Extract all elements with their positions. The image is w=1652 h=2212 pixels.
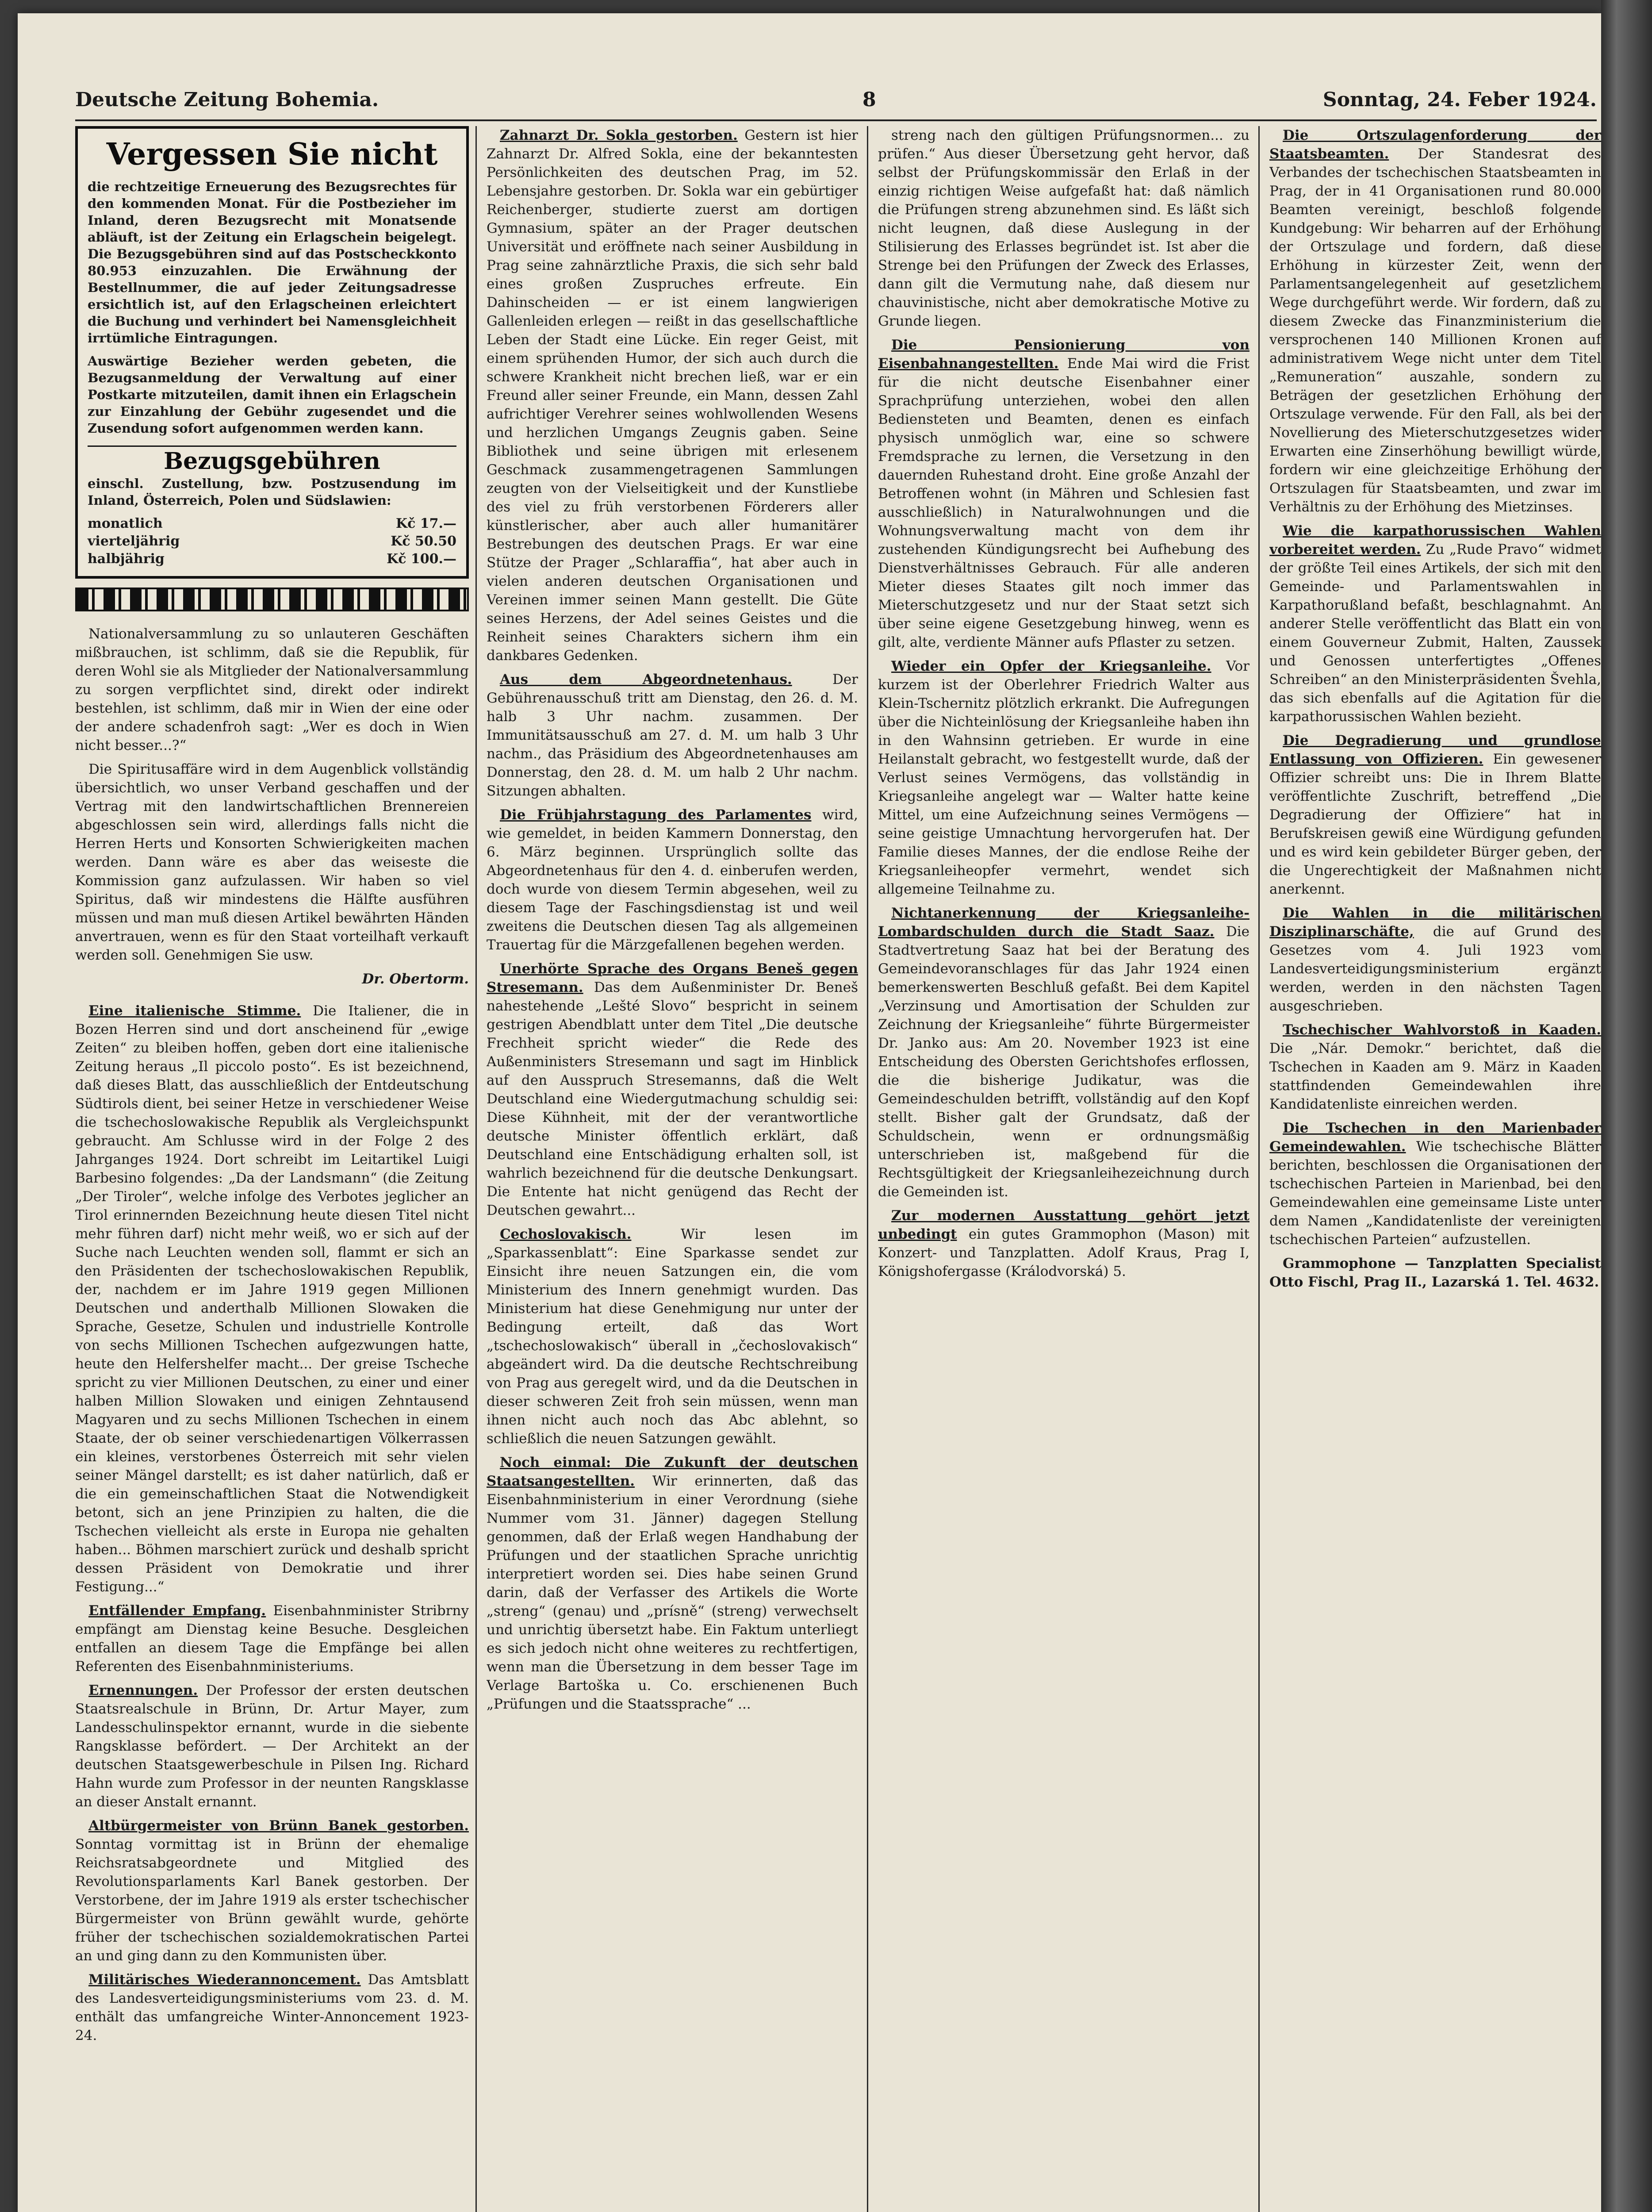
article-headline: Die Degradierung und grundlose Entlassung von Offizieren. xyxy=(1269,733,1601,767)
ad-headline: Zur modernen Ausstattung gehört jetzt unbedingt xyxy=(878,1208,1250,1242)
article-body: Vor kurzem ist der Oberlehrer Friedrich Walter aus Klein-Tschernitz plötzlich erkrankt. Die Aufregungen über die Nichteinlösung der Kriegsanleihe haben ihn in den Wahnsinn getrieben. Er wurde in eine Heilanstalt gebracht, wo festgestellt wurde, daß der Verlust seines Vermögens, das vollständig in Kriegsanleihe angelegt war — Walter hatte keine Mittel, um eine Aufzeichnung seines Vermögens — seine geistige Umnachtung hervorgerufen hat. Der Familie dieses Mannes, der die endlose Reihe der Kriegsanleiheopfer vermehrt, wendet sich allgemeine Teilnahme zu. xyxy=(878,658,1250,897)
article-body: wird, wie gemeldet, in beiden Kammern Donnerstag, den 6. März beginnen. Ursprünglich sollte das Abgeordnetenhaus für den 4. d. einberufen werden, doch wurde von diesem Termin abgesehen, weil zu diesem Tage der Faschingsdienstag ist und weil zweitens die Deutschen diesen Tag als allgemeinen Trauertag für die Märzgefallenen begehen werden. xyxy=(487,807,858,953)
article-headline: Die Pensionierung von Eisenbahnangestellten. xyxy=(878,337,1250,372)
article-headline: Militärisches Wiederannoncement. xyxy=(88,1972,361,1988)
fee-period: vierteljährig xyxy=(88,534,180,549)
article-headline: Wie die karpathorussischen Wahlen vorbereitet werden. xyxy=(1269,523,1601,557)
article-body: Der Standesrat des Verbandes der tschechischen Staatsbeamten in Prag, der in 41 Organisationen rund 80.000 Beamten vereinigt, beschloß folgende Kundgebung: Wir beharren auf der Erhöhung der Ortszulage und fordern, daß diese Erhöhung in kürzester Zeit, wenn der Parlamentsangelegenheit auf gesetzlichem Wege durchgeführt werde. Wir fordern, daß zu diesem Zwecke das Finanzministerium die versprochenen 140 Millionen Kronen auf administrativem Wege nicht unter dem Titel „Remuneration“ auszahle, sondern zu Beträgen der gesetzlichen Erhöhung der Ortszulage verwende. Für den Fall, als bei der Novellierung des Mieterschutzgesetzes wider Erwarten eine Zinserhöhung bewilligt würde, fordern wir eine gleichzeitige Erhöhung der Ortszulagen für Staatsbeamten, und zwar im Verhältnis zu der Erhöhung des Mietzinses. xyxy=(1269,146,1601,515)
article-body: Der Gebührenausschuß tritt am Dienstag, den 26. d. M. halb 3 Uhr nachm. zusammen. Der Immunitätsausschuß am 27. d. M. um halb 3 Uhr nachm., das Präsidium des Abgeordnetenhauses am Donnerstag, den 28. d. M. um halb 2 Uhr nachm. Sitzungen abhalten. xyxy=(487,672,858,799)
article-headline: Nichtanerkennung der Kriegsanleihe-Lombardschulden durch die Stadt Saaz. xyxy=(878,905,1250,940)
fee-period: halbjährig xyxy=(88,551,165,567)
article-war-loan-victim xyxy=(878,657,1250,899)
column-divider xyxy=(867,126,868,2212)
article-carpathian-elections xyxy=(1269,522,1601,726)
article-body: Die „Nár. Demokr.“ berichtet, daß die Tschechen in Kaaden am 9. März in Kaaden stattfindenden Gemeindewahlen ihre Kandidatenliste einreichen werden. xyxy=(1269,1041,1601,1112)
column-divider xyxy=(1258,126,1260,2212)
article-pensions xyxy=(878,336,1250,652)
article-body: Das dem Außenminister Dr. Beneš nahestehende „Lešté Slovo“ bespricht in seinem gestrigen Abendblatt unter dem Titel „Die deutsche Frechheit spricht wieder“ die Rede des Außenministers Stresemann und sagt im Hinblick auf den Ausspruch Stresemanns, daß die Welt Deutschland eine Wiedergutmachung schuldig sei: Diese Kühnheit, mit der der verantwortliche deutsche Minister öffentlich erklärt, daß Deutschland eine Entschädigung erhalten soll, ist wahrlich bezeichnend für die deutsche Denkungsart. Die Entente hat nicht genügend das Recht der Deutschen gewahrt... xyxy=(487,979,858,1218)
article-body: Wir lesen im „Sparkassenblatt“: Eine Sparkasse sendet zur Einsicht ihre neuen Satzungen ein, die vom Ministerium des Innern genehmigt wurden. Das Ministerium hat diese Genehmigung nur unter der Bedingung erteilt, daß das Wort „tschechoslowakisch“ überall in „čechoslovakisch“ abgeändert wird. Da die deutsche Rechtschreibung von Prag aus geregelt wird, und da die Deutschen in dieser schweren Zeit froh sein müssen, wenn man ihnen nicht auch noch das Abc ablehnt, so schließlich die neuen Satzungen gewählt. xyxy=(487,1226,858,1447)
article-body: Gestern ist hier Zahnarzt Dr. Alfred Sokla, eine der bekanntesten Persönlichkeiten des deutschen Prag, im 52. Lebensjahre gestorben. Dr. Sokla war ein gebürtiger Reichenberger, studierte zuerst am dortigen Gymnasium, später an der Prager deutschen Universität und eröffnete nach seiner Ausbildung in Prag seine zahnärztliche Praxis, die sich sehr bald eines großen Zuspruches erfreute. Ein Dahinscheiden — er ist einem langwierigen Gallenleiden erlegen — reißt in das gesellschaftliche Leben der Stadt eine Lücke. Ein reger Geist, mit einem sprühenden Humor, der sich auch durch die schwere Krankheit nicht brechen ließ, war er ein Freund aller seiner Freunde, ein Mann, dessen Zahl aufrichtiger Verehrer seines wohlwollenden Wesens und herzlichen Umgangs Zeugnis gaben. Seine Bibliothek und seine übrigen mit erlesenem Geschmack zusammengetragenen Sammlungen zeugten von der Vielseitigkeit und der Kunstliebe des viel zu früh verstorbenen Förderers aller künstlerischer, aber auch aller humanitärer Bestrebungen des deutschen Prags. Er war eine Stütze der Prager „Schlaraffia“, hat aber auch in vielen anderen deutschen Organisationen und Vereinen immer seinen Mann gestellt. Die Güte seines Herzens, der Adel seines Geistes und die Reinheit seines Charakters sichern ihm ein dankbares Gedenken. xyxy=(487,127,858,664)
fee-price: Kč 50.50 xyxy=(391,534,456,549)
article-continuation: streng nach den gültigen Prüfungsnormen... zu prüfen.“ Aus dieser Übersetzung geht hervor, daß selbst der Prüfungskommissär den Erlaß in der einzig richtigen Weise aufgefaßt hat: daß nämlich die Prüfungen streng abzunehmen sind. Es läßt sich nicht leugnen, daß diese Auslegung in der Stilisierung des Erlasses begründet ist. Ist aber die Strenge bei den Prüfungen der Zweck des Erlasses, dann gilt die Vermutung nahe, daß diesem nur chauvinistische, nicht aber demokratische Motive zu Grunde liegen. xyxy=(878,127,1250,329)
fee-row-monthly xyxy=(88,515,456,533)
article-headline: Cechoslovakisch. xyxy=(500,1226,632,1242)
advertisement-grammophon xyxy=(878,1206,1250,1281)
article-body: Wie tschechische Blätter berichten, beschlossen die Organisationen der tschechischen Parteien in Marienbad, bei den Gemeindewahlen eine gemeinsame Liste unter dem Namen „Kandidatenliste der vereinigten tschechischen Parteien“ aufzustellen. xyxy=(1269,1139,1601,1248)
column-3 xyxy=(878,126,1250,2212)
article-headline: Tschechischer Wahlvorstoß in Kaaden. xyxy=(1283,1022,1601,1038)
article-saaz xyxy=(878,904,1250,1201)
subscription-text: die rechtzeitige Erneuerung des Bezugsrechtes für den kommenden Monat. Für die Postbezieher im Inland, deren Bezugsrecht mit Monatsende abläuft, ist der Zeitung ein Erlagschein beigelegt. Die Bezugsgebühren sind auf das Postscheckkonto 80.953 einzuzahlen. Die Erwähnung der Bestellnummer, die auf jeder Zeitungsadresse ersichtlich ist, auf den Erlagscheinen erleichtert die Buchung und verhindert bei Namensgleichheit irrtümliche Eintragungen. xyxy=(88,179,456,346)
article-body: Der Professor der ersten deutschen Staatsrealschule in Brünn, Dr. Artur Mayer, zum Landesschulinspektor ernannt, wurde in die siebente Rangsklasse befördert. — Der Architekt an der deutschen Staatsgewerbeschule in Pilsen Ing. Richard Hahn wurde zum Professor in der neunten Rangsklasse an dieser Anstalt ernannt. xyxy=(75,1682,469,1810)
column-4 xyxy=(1269,126,1601,2212)
column-2 xyxy=(487,126,858,2212)
article-body: Ende Mai wird die Frist für die nicht deutsche Eisenbahner einer Sprachprüfung unterziehen, wobei den allen Bediensteten und Beamten, denen es einfach physisch unmöglich war, eine so schwere Fremdsprache zu lernen, die Versetzung in den dauernden Ruhestand droht. Eine große Anzahl der Betroffenen wohnt (in Mähren und Schlesien fast ausschließlich) in Naturalwohnungen und die Wohnungsverwaltung macht von dem ihr zustehenden Kündigungsrecht bei Aufhebung des Dienstverhältnisses Gebrauch. Für alle anderen Mieter dieses Staates gilt noch immer das Mieterschutzgesetz und nur der Staat setzt sich über seine eigene Gesetzgebung hinweg, wenn es gilt, alte, verdiente Männer aufs Pflaster zu setzen. xyxy=(878,356,1250,650)
article-headline: Aus dem Abgeordnetenhaus. xyxy=(500,672,792,687)
article-body: Ein gewesener Offizier schreibt uns: Die in Ihrem Blatte veröffentlichte Zuschrift, betreffend „Die Degradierung der Offiziere“ hat in Berufskreisen gewiß eine Würdigung gefunden und es wird kein gebildeter Bürger geben, der die Ungerechtigkeit der Maßnahmen nicht anerkennt. xyxy=(1269,751,1601,897)
page-edge-shadow xyxy=(1601,0,1652,2212)
article-body: die auf Grund des Gesetzes vom 4. Juli 1923 vom Landesverteidigungsministerium ergänzt werden, werden in den nächsten Tagen ausgeschrieben. xyxy=(1269,924,1601,1014)
newspaper-page xyxy=(18,13,1601,2212)
article-headline: Die Tschechen in den Marienbader Gemeindewahlen. xyxy=(1269,1120,1601,1155)
article-paragraph: Die Spiritusaffäre wird in dem Augenblick vollständig übersichtlich, wo unser Verband geschaffen und der Vertrag mit den landwirtschaftlichen Brennereien abgeschlossen sein wird, allerdings falls nicht die Herren Herts und Konsorten Schwierigkeiten machen werden. Dann wäre es aber das weiseste die Kommission ganz aufzulassen. Wir haben so viel Spiritus, daß wir mindestens die Hälfte ausführen müssen und man muß diesen Artikel bewährten Händen anvertrauen, wenn es für den Staat vorteilhaft verkauft werden soll. Genehmigen Sie usw. xyxy=(75,761,469,963)
article-paragraph: Nationalversammlung zu so unlauteren Geschäften mißbrauchen, ist schlimm, daß sie die Republik, für deren Wohl sie als Mitglieder der Nationalversammlung zu sorgen verpflichtet sind, direkt oder indirekt bestehlen, ist schlimm, daß mir in Wien der eine oder der andere schadenfroh sagt: „Wer es doch in Wien nicht besser...?“ xyxy=(75,626,469,753)
article-body: Die Italiener, die in Bozen Herren sind und dort anscheinend für „ewige Zeiten“ zu bleiben hoffen, geben dort eine italienische Zeitung heraus „Il piccolo posto“. Es ist bezeichnend, daß dieses Blatt, das ausschließlich der Entdeutschung Südtirols dient, bei seiner Hetze in verschiedener Weise die tschechoslowakische Republik als Vergleichspunkt gebraucht. Am Schlusse wird in der Folge 2 des Jahrganges 1924. Dort schreibt im Leitartikel Luigi Barbesino folgendes: „Da der Landsmann“ (die Zeitung „Der Tiroler“, welche infolge des Verbotes jeglicher an Tirol erinnernden Bezeichnung heute diesen Titel nicht mehr führen darf) nicht mehr weiß, wo er sich auf der Suche nach Leuchten wenden soll, flammt er sich an den Präsidenten der tschechoslowakischen Republik, der, nachdem er im Jahre 1919 gegen Millionen Deutschen und anderthalb Millionen Slowaken die Sprache, Gesetze, Schulen und industrielle Kontrolle von sechs Millionen Tschechen aufgezwungen hatte, heute den Helfershelfer macht... Der greise Tscheche spricht zu vier Millionen Deutschen, zu einer und einer halben Million Slowaken und einigen Zehntausend Magyaren und zu sechs Millionen Tschechen in einem Staate, der ob seiner verschiedenartigen Völkerrassen ein kleines, verstorbenes Österreich mit sehr vielen seiner Mängel darstellt; es ist daher natürlich, daß er die ein gemeinschaftlichen Staat die Notwendigkeit betont, sich an jene Prinzipien zu halten, die die Tschechen vielleicht als erste in Europa nie gehalten haben... Böhmen marschiert zurück und deshalb spricht dessen Präsident von Demokratie und ihrer Festigung...“ xyxy=(75,1003,469,1595)
article-body: Die Stadtvertretung Saaz hat bei der Beratung des Gemeindevoranschlages für das Jahr 1924 einen bemerkenswerten Beschluß gefaßt. Bei dem Kapitel „Verzinsung und Amortisation der Schulden zur Zeichnung der Kriegsanleihe“ führte Bürgermeister Dr. Janko aus: Am 20. November 1923 ist eine Entscheidung des Obersten Gerichtshofes erflossen, die die bisherige Judikatur, was die Gemeindeschulden betrifft, vollständig auf den Kopf stellt. Bisher galt der Grundsatz, daß der Schuldschein, wenn er ordnungsmäßig unterschrieben ist, maßgebend für die Rechtsgültigkeit der Kriegsanleihezeichnung durch die Gemeinden ist. xyxy=(878,924,1250,1200)
article-marienbad xyxy=(1269,1119,1601,1249)
article-body: Das Amtsblatt des Landesverteidigungsministeriums vom 23. d. M. enthält das umfangreiche Winter-Annoncement 1923-24. xyxy=(75,1972,469,2043)
advertisement-fischl: Grammophone — Tanzplatten Specialist Otto Fischl, Prag II., Lazarská 1. Tel. 4632. xyxy=(1269,1256,1601,1290)
article-cechoslovakisch xyxy=(487,1225,858,1448)
fees-subtitle: einschl. Zustellung, bzw. Postzusendung im Inland, Österreich, Polen und Südslawien: xyxy=(88,476,456,508)
article-headline: Noch einmal: Die Zukunft der deutschen Staatsangestellten. xyxy=(487,1455,858,1489)
fee-row-quarterly xyxy=(88,533,456,550)
article-headline: Zahnarzt Dr. Sokla gestorben. xyxy=(500,127,738,143)
fee-period: monatlich xyxy=(88,516,163,531)
article-headline: Ernennungen. xyxy=(88,1682,198,1698)
column-1 xyxy=(75,126,469,2212)
article-headline: Die Frühjahrstagung des Parlamentes xyxy=(500,807,812,823)
article-appointments xyxy=(75,1681,469,1811)
ad-body: ein gutes Grammophon (Mason) mit Konzert- und Tanzplatten. Adolf Kraus, Prag I, Königshofergasse (Králodvorská) 5. xyxy=(878,1226,1250,1279)
article-headline: Eine italienische Stimme. xyxy=(88,1003,301,1019)
ornamental-border xyxy=(75,588,469,611)
column-divider xyxy=(475,126,477,2212)
issue-date: Sonntag, 24. Feber 1924. xyxy=(1322,88,1597,111)
subscription-note: Auswärtige Bezieher werden gebeten, die Bezugsanmeldung der Verwaltung auf einer Postkarte mitzuteilen, damit ihnen ein Erlagschein zur Einzahlung der Gebühr zugesendet und die Zusendung sofort aufgenommen werden kann. xyxy=(88,353,456,436)
article-headline: Entfällender Empfang. xyxy=(88,1603,266,1619)
article-headline: Unerhörte Sprache des Organs Beneš gegen Stresemann. xyxy=(487,961,858,995)
article-body: Wir erinnerten, daß das Eisenbahnministerium in einer Verordnung (siehe Nummer vom 31. Jänner) dagegen Stellung genommen, daß der Erlaß wegen Handhabung der Prüfungen und der staatlichen Sprache unrichtig interpretiert worden sei. Dies habe seinen Grund darin, daß der Verfasser des Artikels die Worte „streng“ (genau) und „prísně“ (streng) verwechselt und unrichtig übersetzt habe. Ein Faktum unterliegt es sich jedoch nicht ohne weiteres zu rechtfertigen, wenn man die Übersetzung in dem besser Tage im Verlage Bartoška u. Co. erschienenen Buch „Prüfungen und die Staatssprache“ ... xyxy=(487,1473,858,1712)
article-kaaden xyxy=(1269,1021,1601,1114)
fee-price: Kč 100.— xyxy=(387,551,456,567)
article-benes-organ xyxy=(487,960,858,1220)
subscription-title: Vergessen Sie nicht xyxy=(106,137,438,172)
article-sokla xyxy=(487,126,858,665)
page-number: 8 xyxy=(862,88,876,111)
fee-row-halfyear xyxy=(88,550,456,568)
article-ortszulagen xyxy=(1269,126,1601,516)
article-headline: Die Wahlen in die militärischen Disziplinarschäfte, xyxy=(1269,905,1601,940)
article-military xyxy=(75,1970,469,2045)
article-body: Zu „Rude Pravo“ widmet der größte Teil eines Artikels, der sich mit den Gemeinde- und Parlamentswahlen in Karpathorußland befaßt, beschlagnahmt. An anderer Stelle veröffentlicht das Blatt ein von einem Gouverneur Zubmit, Halten, Zaussek und Genossen unterfertigtes „Offenes Schreiben“ an den Ministerpräsidenten Švehla, das sich ebenfalls auf die Agitation für die karpathorussischen Wahlen bezieht. xyxy=(1269,541,1601,725)
page-header xyxy=(75,84,1597,121)
article-military-elections xyxy=(1269,904,1601,1015)
article-spring-session xyxy=(487,806,858,954)
article-signature: Dr. Obertorm. xyxy=(362,971,469,987)
article-italian-voice xyxy=(75,1002,469,1596)
article-headline: Wieder ein Opfer der Kriegsanleihe. xyxy=(891,658,1211,674)
article-parliament-house xyxy=(487,670,858,800)
article-banek xyxy=(75,1816,469,1965)
fees-title: Bezugsgebühren xyxy=(88,445,456,471)
fee-price: Kč 17.— xyxy=(396,516,456,531)
article-state-employees xyxy=(487,1453,858,1713)
subscription-box xyxy=(75,126,469,579)
article-officers xyxy=(1269,731,1601,899)
article-headline: Altbürgermeister von Brünn Banek gestorben. xyxy=(88,1818,469,1834)
article-reception xyxy=(75,1601,469,1676)
newspaper-name: Deutsche Zeitung Bohemia. xyxy=(75,88,379,111)
article-body: Eisenbahnminister Stribrny empfängt am Dienstag keine Besuche. Desgleichen entfallen an diesem Tage die Empfänge bei allen Referenten des Eisenbahnministeriums. xyxy=(75,1603,469,1674)
article-body: Sonntag vormittag ist in Brünn der ehemalige Reichsratsabgeordnete und Mitglied des Revolutionsparlaments Karl Banek gestorben. Der Verstorbene, der im Jahre 1919 als erster tschechischer Bürgermeister von Brünn gewählt wurde, gehörte früher der tschechischen sozialdemokratischen Partei an und ging dann zu den Kommunisten über. xyxy=(75,1836,469,1964)
article-headline: Die Ortszulagenforderung der Staatsbeamten. xyxy=(1269,127,1601,162)
